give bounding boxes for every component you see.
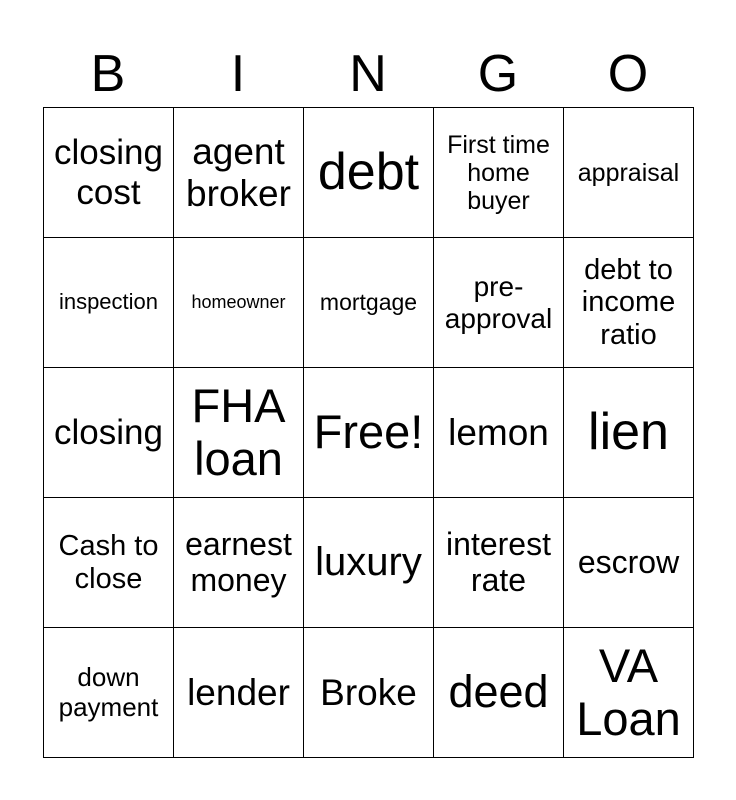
board-row	[44, 498, 694, 628]
header-letter-i: I	[230, 45, 246, 103]
bingo-cell[interactable]: debt	[304, 108, 434, 238]
board-row	[44, 108, 694, 238]
bingo-cell[interactable]: escrow	[564, 498, 694, 628]
bingo-cell[interactable]: lender	[174, 628, 304, 758]
bingo-cell[interactable]: Cash to close	[44, 498, 174, 628]
bingo-cell[interactable]: agent broker	[174, 108, 304, 238]
bingo-cell[interactable]: Broke	[304, 628, 434, 758]
bingo-cell[interactable]: mortgage	[304, 238, 434, 368]
bingo-cell[interactable]: pre-approval	[434, 238, 564, 368]
board-row	[44, 368, 694, 498]
bingo-cell[interactable]: appraisal	[564, 108, 694, 238]
free-space-cell[interactable]: Free!	[304, 368, 434, 498]
bingo-header	[43, 40, 693, 108]
bingo-cell[interactable]: First time home buyer	[434, 108, 564, 238]
bingo-cell[interactable]: luxury	[304, 498, 434, 628]
header-letter-n: N	[349, 45, 387, 103]
board-row	[44, 238, 694, 368]
bingo-cell[interactable]: down payment	[44, 628, 174, 758]
bingo-cell[interactable]: closing	[44, 368, 174, 498]
bingo-cell[interactable]: closing cost	[44, 108, 174, 238]
board-row	[44, 628, 694, 758]
header-letter-o: O	[607, 45, 649, 103]
bingo-cell[interactable]: homeowner	[174, 238, 304, 368]
bingo-cell[interactable]: interest rate	[434, 498, 564, 628]
bingo-cell[interactable]: deed	[434, 628, 564, 758]
bingo-cell[interactable]: inspection	[44, 238, 174, 368]
bingo-cell[interactable]: lemon	[434, 368, 564, 498]
header-letter-g: G	[477, 45, 519, 103]
bingo-cell[interactable]: debt to income ratio	[564, 238, 694, 368]
bingo-board	[43, 107, 694, 758]
bingo-cell[interactable]: earnest money	[174, 498, 304, 628]
bingo-cell[interactable]: FHA loan	[174, 368, 304, 498]
header-letter-b: B	[90, 45, 126, 103]
bingo-cell[interactable]: lien	[564, 368, 694, 498]
bingo-cell[interactable]: VA Loan	[564, 628, 694, 758]
